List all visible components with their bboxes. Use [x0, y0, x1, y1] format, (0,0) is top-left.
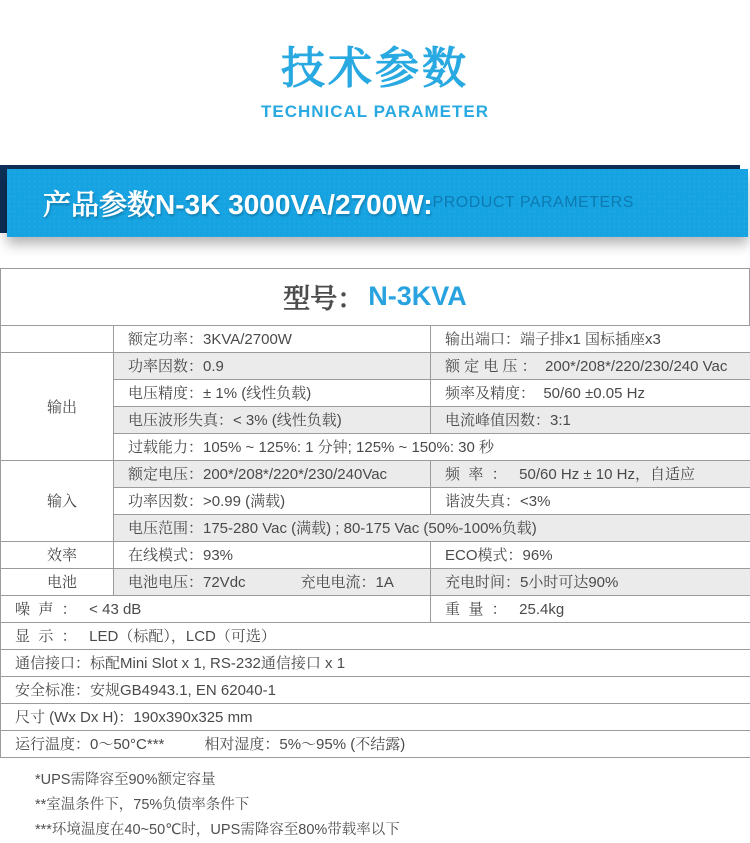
footnote-2: **室温条件下，75%负债率条件下	[35, 796, 250, 813]
cell-freq-precision: 频率及精度： 50/60 ±0.05 Hz	[431, 379, 750, 406]
banner-title: 产品参数N-3K 3000VA/2700W:	[43, 188, 433, 220]
cell-safety-standard: 安全标准：安规GB4943.1, EN 62040-1	[1, 676, 750, 703]
cell-noise: 噪 声 ： < 43 dB	[1, 595, 431, 622]
model-label: 型号：	[283, 284, 365, 315]
table-row	[1, 730, 750, 757]
cell-input-rated-voltage: 额定电压：200*/208*/220*/230/240Vac	[114, 460, 431, 487]
table-row	[1, 406, 750, 433]
table-row	[1, 379, 750, 406]
cell-input-power-factor: 功率因数：>0.99 (满载)	[114, 487, 431, 514]
footnote-1: *UPS需降容至90%额定容量	[35, 771, 216, 788]
cell-eco-mode: ECO模式：96%	[431, 541, 750, 568]
table-row	[1, 622, 750, 649]
cell-display: 显 示 ： LED（标配），LCD（可选）	[1, 622, 750, 649]
page-subtitle: TECHNICAL PARAMETER	[260, 101, 490, 121]
cell-weight: 重 量 ： 25.4kg	[431, 595, 750, 622]
banner-body	[7, 169, 748, 237]
footnote-3: ***环境温度在40~50℃时，UPS需降容至80%带载率以下	[35, 821, 400, 838]
cell-harmonic-distortion: 谐波失真：<3%	[431, 487, 750, 514]
page-title: 技术参数	[281, 44, 469, 93]
cell-dimensions: 尺寸 (Wx Dx H)：190x390x325 mm	[1, 703, 750, 730]
banner-subtitle: PRODUCT PARAMETERS	[432, 193, 634, 211]
cell-crest-factor: 电流峰值因数：3:1	[431, 406, 750, 433]
cell-environment	[1, 730, 750, 757]
cell-charge-current: 充电电流：1A	[300, 574, 394, 592]
cell-charge-time: 充电时间：5小时可达90%	[431, 568, 750, 595]
cell-online-mode: 在线模式：93%	[114, 541, 431, 568]
footnotes	[0, 758, 750, 843]
table-row	[1, 541, 750, 568]
cell-voltage-precision: 电压精度：± 1% (线性负载)	[114, 379, 431, 406]
section-label-battery: 电池	[1, 568, 114, 595]
table-row	[1, 649, 750, 676]
section-label-efficiency: 效率	[1, 541, 114, 568]
table-row	[1, 487, 750, 514]
cell-battery	[114, 568, 431, 595]
cell-output-power-factor: 功率因数：0.9	[114, 352, 431, 379]
cell-output-ports: 输出端口：端子排x1 国标插座x3	[431, 325, 750, 352]
table-row	[1, 352, 750, 379]
cell-battery-voltage: 电池电压：72Vdc	[128, 574, 246, 592]
table-row	[1, 595, 750, 622]
cell-comm-interface: 通信接口：标配Mini Slot x 1, RS-232通信接口 x 1	[1, 649, 750, 676]
cell-operating-temp: 运行温度：0～50°C***	[15, 736, 165, 754]
cell-waveform-distortion: 电压波形失真：< 3% (线性负载)	[114, 406, 431, 433]
section-label-output: 输出	[1, 352, 114, 460]
product-banner	[0, 165, 750, 237]
model-header	[0, 268, 750, 325]
cell-input-frequency: 频 率 ： 50/60 Hz ± 10 Hz，自适应	[431, 460, 750, 487]
cell-overload: 过载能力：105% ~ 125%: 1 分钟; 125% ~ 150%: 30 秒	[114, 433, 750, 460]
model-value: N-3KVA	[368, 281, 467, 312]
table-row	[1, 514, 750, 541]
table-row	[1, 703, 750, 730]
spec-table	[0, 325, 750, 758]
section-label-input: 输入	[1, 460, 114, 541]
table-row	[1, 568, 750, 595]
page-header	[0, 0, 750, 122]
cell-voltage-range: 电压范围：175-280 Vac (满载) ; 80-175 Vac (50%-100%负载)	[114, 514, 750, 541]
cell-output-rated-voltage: 额 定 电 压 ： 200*/208*/220/230/240 Vac	[431, 352, 750, 379]
table-row	[1, 676, 750, 703]
section-label-empty	[1, 325, 114, 352]
cell-rated-power: 额定功率：3KVA/2700W	[114, 325, 431, 352]
table-row	[1, 460, 750, 487]
cell-relative-humidity: 相对湿度：5%～95% (不结露)	[204, 736, 406, 754]
table-row	[1, 433, 750, 460]
table-row	[1, 325, 750, 352]
